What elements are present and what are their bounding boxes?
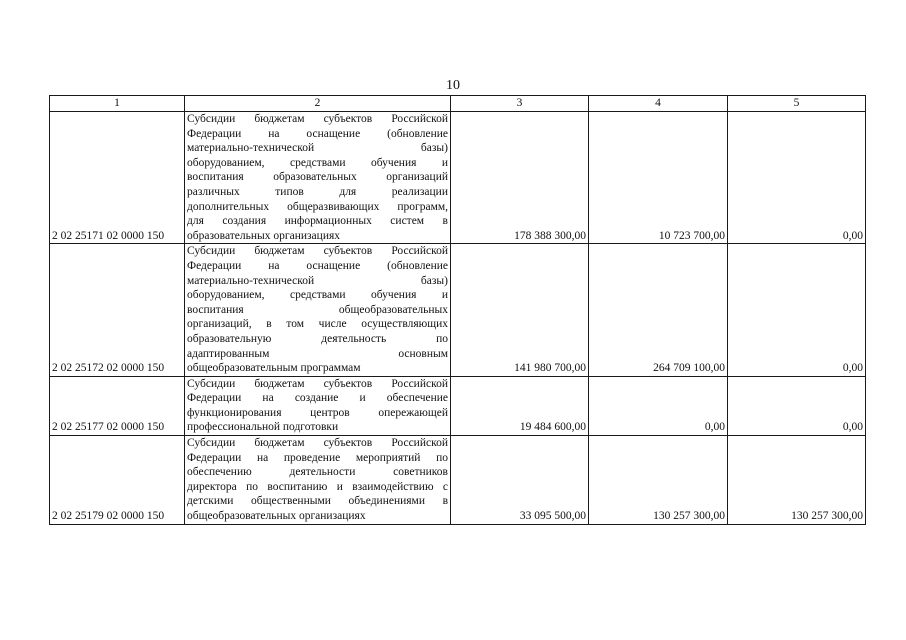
budget-code: 2 02 25171 02 0000 150 — [50, 112, 185, 244]
table-row — [50, 244, 866, 376]
column-header-2: 2 — [185, 96, 451, 112]
description-line: воспитания образовательных организаций — [187, 171, 448, 184]
description-line: профессиональной подготовки — [187, 421, 339, 434]
column-header-5: 5 — [728, 96, 866, 112]
column-header-3: 3 — [451, 96, 589, 112]
description-line: образовательных организациях — [187, 229, 341, 242]
amount-col-4: 10 723 700,00 — [589, 112, 728, 244]
description-line: организаций, в том числе осуществляющих — [187, 318, 448, 331]
amount-col-3: 33 095 500,00 — [451, 436, 589, 525]
amount-col-3: 141 980 700,00 — [451, 244, 589, 376]
budget-code: 2 02 25172 02 0000 150 — [50, 244, 185, 376]
amount-col-5: 0,00 — [728, 244, 866, 376]
amount-col-4: 130 257 300,00 — [589, 436, 728, 525]
description-line: функционирования центров опережающей — [187, 406, 448, 419]
budget-code: 2 02 25179 02 0000 150 — [50, 436, 185, 525]
amount-col-5: 0,00 — [728, 112, 866, 244]
description-line: адаптированным основным — [187, 347, 448, 360]
description-line: материально-технической базы) — [187, 274, 448, 287]
description-line: оборудованием, средствами обучения и — [187, 289, 448, 302]
description-line: Субсидии бюджетам субъектов Российской — [187, 377, 448, 390]
amount-col-4: 0,00 — [589, 376, 728, 435]
description-line: Федерации на оснащение (обновление — [187, 127, 448, 140]
budget-table — [49, 95, 866, 525]
description — [185, 376, 451, 435]
table-row — [50, 112, 866, 244]
description-line: общеобразовательных организациях — [187, 510, 366, 523]
description-line: дополнительных общеразвивающих программ, — [187, 200, 448, 213]
table-row — [50, 376, 866, 435]
page-number: 10 — [446, 78, 460, 93]
amount-col-5: 130 257 300,00 — [728, 436, 866, 525]
description — [185, 436, 451, 525]
amount-col-5: 0,00 — [728, 376, 866, 435]
amount-col-3: 178 388 300,00 — [451, 112, 589, 244]
column-header-4: 4 — [589, 96, 728, 112]
description-line: Субсидии бюджетам субъектов Российской — [187, 113, 448, 125]
description-line: материально-технической базы) — [187, 142, 448, 155]
description-line: обеспечению деятельности советников — [187, 466, 448, 479]
description-line: Федерации на проведение мероприятий по — [187, 451, 448, 464]
description-line: Субсидии бюджетам субъектов Российской — [187, 437, 448, 450]
description-line: детскими общественными объединениями в — [187, 495, 448, 508]
budget-code: 2 02 25177 02 0000 150 — [50, 376, 185, 435]
description — [185, 244, 451, 376]
description-line: воспитания общеобразовательных — [187, 303, 448, 316]
description-line: Федерации на создание и обеспечение — [187, 392, 448, 405]
table-header-row — [50, 96, 866, 112]
description — [185, 112, 451, 244]
description-line: директора по воспитанию и взаимодействию с — [187, 480, 448, 493]
table-row — [50, 436, 866, 525]
amount-col-3: 19 484 600,00 — [451, 376, 589, 435]
amount-col-4: 264 709 100,00 — [589, 244, 728, 376]
description-line: Федерации на оснащение (обновление — [187, 259, 448, 272]
column-header-1: 1 — [50, 96, 185, 112]
description-line: оборудованием, средствами обучения и — [187, 156, 448, 169]
description-line: образовательную деятельность по — [187, 332, 448, 345]
description-line: общеобразовательным программам — [187, 362, 361, 375]
description-line: для создания информационных систем в — [187, 215, 448, 228]
description-line: Субсидии бюджетам субъектов Российской — [187, 245, 448, 258]
description-line: различных типов для реализации — [187, 185, 448, 198]
